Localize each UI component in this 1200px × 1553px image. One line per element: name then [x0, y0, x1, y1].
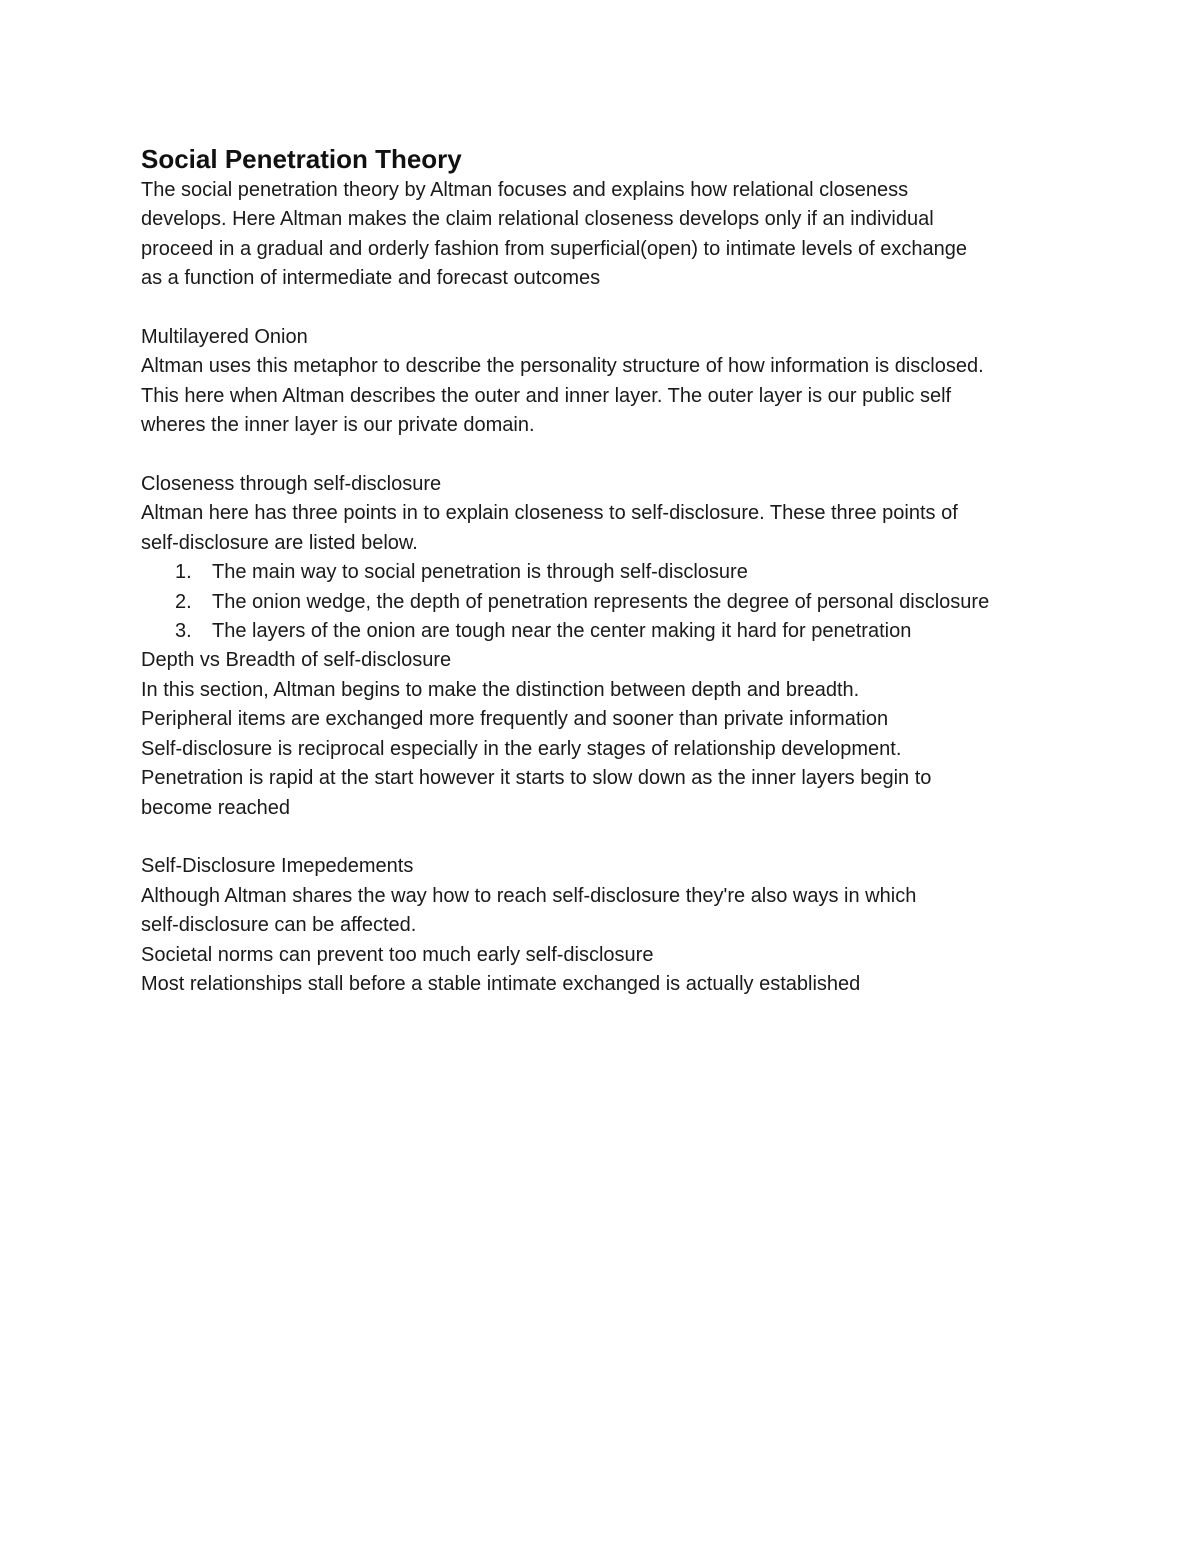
intro-line: develops. Here Altman makes the claim relational closeness develops only if an individual: [141, 208, 934, 231]
spacer: [141, 823, 1071, 852]
list-item-text: The main way to social penetration is through self-disclosure: [212, 561, 748, 584]
body-line: Societal norms can prevent too much early self-disclosure: [141, 943, 654, 966]
onion-section: [141, 323, 1071, 441]
section-heading: Closeness through self-disclosure: [141, 473, 442, 496]
list-number: 2.: [175, 590, 192, 613]
spacer: [141, 294, 1071, 323]
impediments-section: [141, 852, 1071, 999]
body-line: Most relationships stall before a stable intimate exchanged is actually established: [141, 972, 861, 995]
document-title: Social Penetration Theory: [141, 144, 462, 174]
list-number: 3.: [175, 620, 192, 643]
body-line: Although Altman shares the way how to reach self-disclosure they're also ways in which: [141, 884, 917, 907]
list-item-text: The layers of the onion are tough near the center making it hard for penetration: [212, 620, 912, 643]
list-item: [141, 558, 1071, 587]
body-line: self-disclosure can be affected.: [141, 914, 417, 937]
closeness-section: [141, 470, 1071, 646]
intro-line: proceed in a gradual and orderly fashion from superficial(open) to intimate levels of exchange: [141, 237, 968, 260]
numbered-list: [141, 558, 1071, 646]
body-line: In this section, Altman begins to make the distinction between depth and breadth.: [141, 678, 860, 701]
section-heading: Depth vs Breadth of self-disclosure: [141, 649, 452, 672]
list-item: [141, 588, 1071, 617]
document-page: [141, 142, 1071, 999]
depth-section: [141, 646, 1071, 822]
body-line: Penetration is rapid at the start however it starts to slow down as the inner layers begin to: [141, 767, 932, 790]
intro-paragraph: [141, 176, 1071, 294]
list-number: 1.: [175, 561, 192, 584]
body-line: self-disclosure are listed below.: [141, 531, 418, 554]
section-heading: Self-Disclosure Imepedements: [141, 855, 414, 878]
body-line: Peripheral items are exchanged more frequently and sooner than private information: [141, 708, 889, 731]
body-line: become reached: [141, 796, 290, 819]
body-line: Altman uses this metaphor to describe the personality structure of how information is disclosed.: [141, 355, 984, 378]
body-line: Altman here has three points in to explain closeness to self-disclosure. These three points of: [141, 502, 958, 525]
intro-line: as a function of intermediate and forecast outcomes: [141, 267, 601, 290]
list-item: [141, 617, 1071, 646]
intro-line: The social penetration theory by Altman focuses and explains how relational closeness: [141, 179, 909, 201]
section-heading: Multilayered Onion: [141, 326, 308, 349]
list-item-text: The onion wedge, the depth of penetration represents the degree of personal disclosure: [212, 590, 990, 613]
body-line: wheres the inner layer is our private domain.: [141, 414, 535, 437]
body-line: This here when Altman describes the outer and inner layer. The outer layer is our public self: [141, 384, 952, 407]
body-line: Self-disclosure is reciprocal especially in the early stages of relationship development.: [141, 737, 902, 760]
spacer: [141, 441, 1071, 470]
